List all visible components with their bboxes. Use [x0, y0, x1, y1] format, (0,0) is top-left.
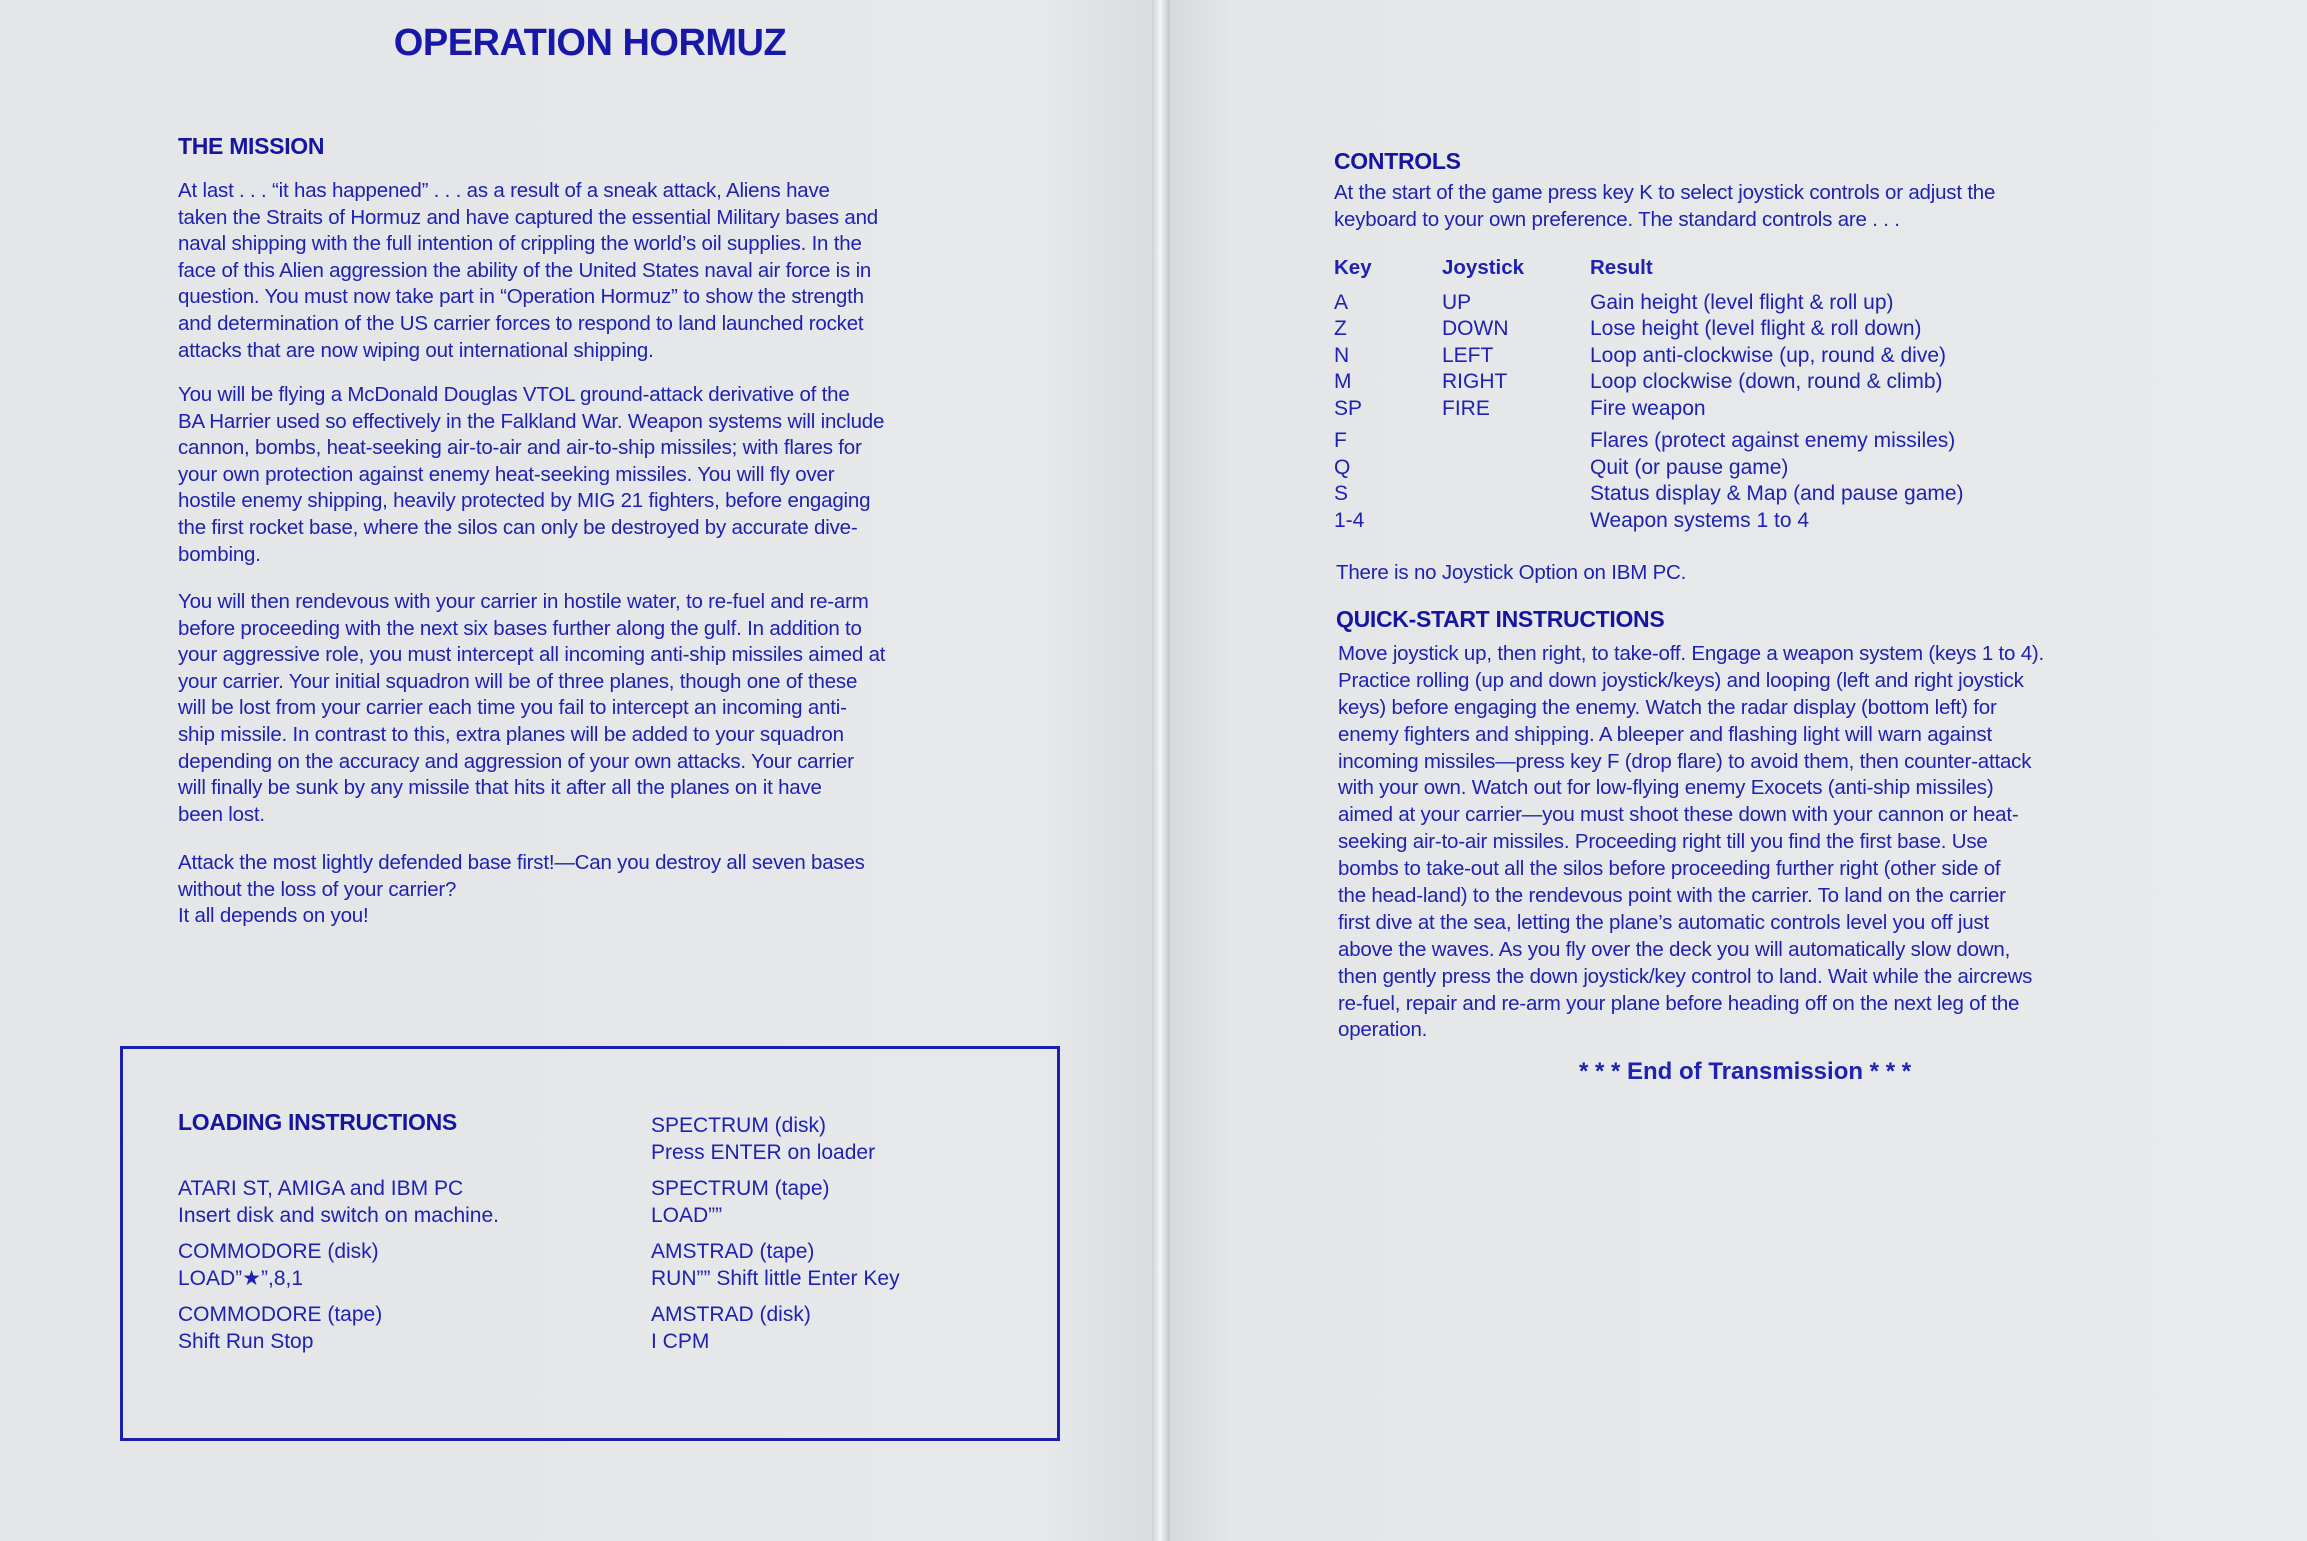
text-line: keys) before engaging the enemy. Watch the radar display (bottom left) for	[1338, 695, 1997, 719]
key-cell: Q	[1334, 455, 1351, 479]
quickstart-heading: QUICK-START INSTRUCTIONS	[1336, 606, 1665, 632]
platform: SPECTRUM (tape)	[651, 1177, 830, 1200]
instruction: Press ENTER on loader	[651, 1140, 876, 1164]
text-line: cannon, bombs, heat-seeking air-to-air and air-to-ship missiles; with flares for	[178, 436, 862, 460]
text-line: before proceeding with the next six bases further along the gulf. In addition to	[178, 616, 862, 640]
text-line: without the loss of your carrier?	[178, 877, 457, 901]
text-line: the first rocket base, where the silos can only be destroyed by accurate dive-	[178, 515, 858, 539]
key-cell: A	[1334, 290, 1349, 314]
mission-paragraph-2	[178, 382, 884, 568]
instruction: LOAD””	[651, 1203, 723, 1227]
text-line: bombing.	[178, 542, 261, 566]
result-cell: Fire weapon	[1590, 396, 1706, 420]
mission-heading: THE MISSION	[178, 133, 325, 159]
key-cell: Z	[1334, 317, 1347, 340]
text-line: Practice rolling (up and down joystick/keys) and looping (left and right joystick	[1338, 668, 2024, 692]
text-line: aimed at your carrier—you must shoot these down with your cannon or heat-	[1338, 803, 2019, 827]
book-spine	[1152, 0, 1170, 1541]
text-line: will finally be sunk by any missile that hits it after all the planes on it have	[178, 776, 822, 800]
instruction: RUN”” Shift little Enter Key	[651, 1266, 900, 1290]
intro-line: keyboard to your own preference. The standard controls are . . .	[1334, 207, 1900, 231]
text-line: attacks that are now wiping out international shipping.	[178, 338, 654, 362]
text-line: first dive at the sea, letting the plane’s automatic controls level you off just	[1338, 910, 1990, 934]
controls-note: There is no Joystick Option on IBM PC.	[1336, 561, 1687, 584]
joystick-cell: FIRE	[1442, 396, 1490, 420]
key-cell: 1-4	[1334, 508, 1365, 532]
key-cell: SP	[1334, 396, 1363, 420]
text-line: incoming missiles—press key F (drop flare) to avoid them, then counter-attack	[1338, 749, 2032, 773]
mission-paragraph-4	[178, 850, 865, 930]
controls-intro	[1334, 180, 1995, 233]
text-line: will be lost from your carrier each time you fail to intercept an incoming anti-	[178, 696, 847, 720]
platform: SPECTRUM (disk)	[651, 1114, 827, 1137]
result-cell: Weapon systems 1 to 4	[1590, 508, 1810, 532]
controls-heading: CONTROLS	[1334, 148, 1461, 174]
platform: ATARI ST, AMIGA and IBM PC	[178, 1177, 464, 1200]
joystick-cell: UP	[1442, 290, 1472, 314]
text-line: taken the Straits of Hormuz and have captured the essential Military bases and	[178, 205, 879, 229]
intro-line: At the start of the game press key K to select joystick controls or adjust the	[1334, 181, 1996, 204]
text-line: You will then rendevous with your carrier in hostile water, to re-fuel and re-arm	[178, 590, 869, 613]
text-line: your aggressive role, you must intercept all incoming anti-ship missiles aimed at	[178, 643, 886, 667]
joystick-cell: DOWN	[1442, 317, 1509, 340]
text-line: and determination of the US carrier forces to respond to land launched rocket	[178, 311, 864, 335]
text-line: face of this Alien aggression the ability of the United States naval air force is in	[178, 258, 872, 282]
result-cell: Flares (protect against enemy missiles)	[1590, 429, 1956, 452]
key-cell: S	[1334, 482, 1349, 505]
text-line: Attack the most lightly defended base first!—Can you destroy all seven bases	[178, 851, 865, 874]
text-line: Move joystick up, then right, to take-off. Engage a weapon system (keys 1 to 4).	[1338, 642, 2045, 665]
text-line: You will be flying a McDonald Douglas VTOL ground-attack derivative of the	[178, 383, 850, 406]
text-line: naval shipping with the full intention of crippling the world’s oil supplies. In the	[178, 232, 862, 256]
platform: COMMODORE (disk)	[178, 1240, 379, 1263]
instruction: Shift Run Stop	[178, 1329, 314, 1353]
platform: AMSTRAD (disk)	[651, 1303, 811, 1326]
loading-heading: LOADING INSTRUCTIONS	[178, 1109, 457, 1135]
header-joystick: Joystick	[1442, 256, 1525, 279]
text-line: bombs to take-out all the silos before proceeding further right (other side of	[1338, 857, 2001, 881]
key-cell: F	[1334, 429, 1347, 452]
text-line: enemy fighters and shipping. A bleeper and flashing light will warn against	[1338, 722, 1992, 746]
mission-paragraph-1	[178, 178, 878, 364]
text-line: been lost.	[178, 802, 265, 826]
text-line: ship missile. In contrast to this, extra planes will be added to your squadron	[178, 722, 844, 746]
joystick-cell: RIGHT	[1442, 370, 1508, 393]
text-line: your own protection against enemy heat-seeking missiles. You will fly over	[178, 462, 835, 486]
instruction: LOAD”★”,8,1	[178, 1266, 304, 1290]
page-title: OPERATION HORMUZ	[393, 22, 787, 64]
text-line: BA Harrier used so effectively in the Falkland War. Weapon systems will include	[178, 409, 885, 433]
header-result: Result	[1590, 256, 1653, 279]
text-line: above the waves. As you fly over the deck you will automatically slow down,	[1338, 937, 2011, 961]
text-line: re-fuel, repair and re-arm your plane before heading off on the next leg of the	[1338, 991, 2020, 1015]
result-cell: Loop anti-clockwise (up, round & dive)	[1590, 343, 1947, 367]
loading-left-column	[178, 1176, 499, 1355]
mission-paragraph-3	[178, 589, 885, 828]
result-cell: Quit (or pause game)	[1590, 455, 1789, 479]
platform: COMMODORE (tape)	[178, 1303, 383, 1326]
quickstart-text	[1338, 641, 2044, 1044]
text-line: depending on the accuracy and aggression of your own attacks. Your carrier	[178, 749, 854, 773]
result-cell: Lose height (level flight & roll down)	[1590, 317, 1922, 340]
text-line: At last . . . “it has happened” . . . as a result of a sneak attack, Aliens have	[178, 179, 830, 202]
instruction: I CPM	[651, 1329, 710, 1353]
text-line: the head-land) to the rendevous point with the carrier. To land on the carrier	[1338, 884, 2006, 908]
header-key: Key	[1334, 256, 1372, 279]
text-line: operation.	[1338, 1018, 1428, 1042]
key-cell: M	[1334, 370, 1352, 393]
text-line: seeking air-to-air missiles. Proceeding right till you find the first base. Use	[1338, 830, 1988, 854]
end-of-transmission: * * * End of Transmission * * *	[1578, 1058, 1912, 1085]
text-line: It all depends on you!	[178, 904, 369, 928]
text-line: hostile enemy shipping, heavily protected by MIG 21 fighters, before engaging	[178, 489, 871, 513]
instruction: Insert disk and switch on machine.	[178, 1203, 499, 1227]
text-line: then gently press the down joystick/key control to land. Wait while the aircrews	[1338, 964, 2033, 988]
result-cell: Gain height (level flight & roll up)	[1590, 290, 1894, 314]
result-cell: Status display & Map (and pause game)	[1590, 482, 1964, 505]
text-line: your carrier. Your initial squadron will be of three planes, though one of these	[178, 669, 858, 693]
key-cell: N	[1334, 343, 1350, 367]
result-cell: Loop clockwise (down, round & climb)	[1590, 370, 1943, 393]
loading-right-column	[651, 1113, 900, 1355]
text-line: question. You must now take part in “Operation Hormuz” to show the strength	[178, 285, 864, 309]
joystick-cell: LEFT	[1442, 343, 1494, 367]
platform: AMSTRAD (tape)	[651, 1240, 815, 1263]
text-line: with your own. Watch out for low-flying enemy Exocets (anti-ship missiles)	[1338, 776, 1994, 800]
